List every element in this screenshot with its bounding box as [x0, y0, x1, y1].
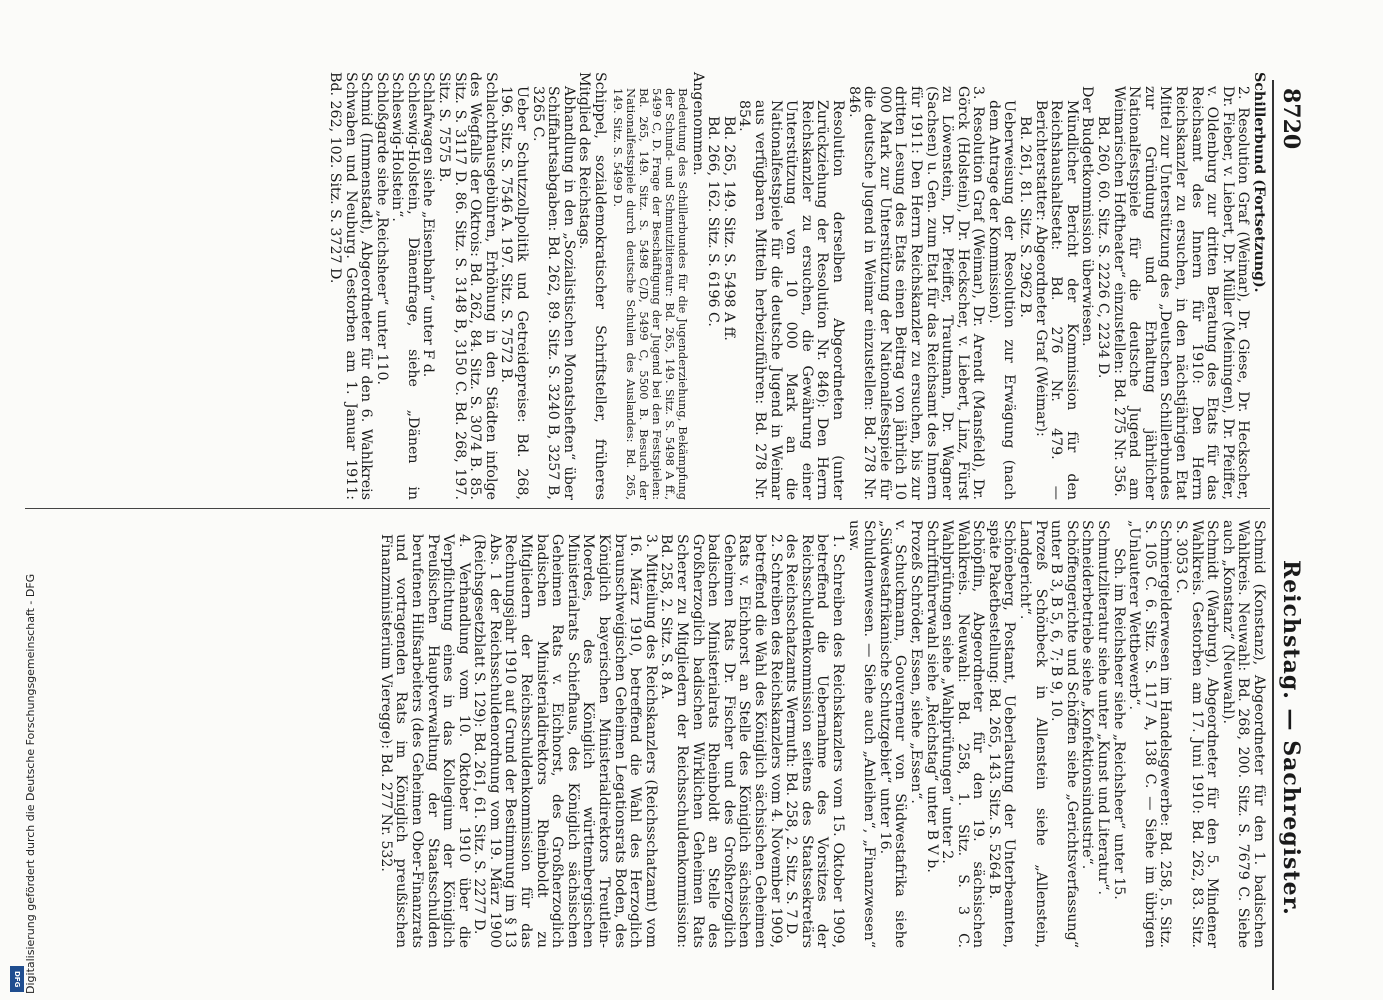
header-rule	[1272, 80, 1274, 990]
entry-text: Schriftführerwahl siehe „Reichstag“ unter B V b.	[923, 520, 940, 873]
entry-text: Schippel, sozialdemokratischer Schriftsteller, früheres Mitglied des Reichstags.	[576, 72, 609, 500]
entry-text: Schöneberg, Postamt, Ueberlastung der Unterbeamten, späte Paketbestellung: Bd. 265, 143. Sitz. S. 5264 B.	[985, 520, 1018, 948]
digitization-footer	[6, 0, 37, 1000]
left-column	[326, 72, 1266, 500]
right-column	[377, 520, 1266, 948]
entry-text: Angenommen.	[689, 72, 706, 176]
entry-text: 2. Schreiben des Reichskanzlers vom 4. November 1909, betreffend die Wahl des Königlich sächsischen Geheimen Rats v. Eichhorst an Stelle des Königlich sächsischen Geheimen Rats Dr. Fischer und des Großherzoglich badischen Ministerialrats Rheinboldt an Stelle des Großherzoglich badischen Wirklichen Geheimen Rats Scherer zu Mitgliedern der Reichsschuldenkommission: Bd. 258, 2. Sitz. S. 8 A.	[658, 534, 784, 948]
entry-text: Schmidt (Warburg), Abgeordneter für den 5. Mindener Wahlkreis. Gestorben am 17. Juni 1910: Bd. 262, 83. Sitz. S. 3053 C.	[1173, 520, 1221, 948]
entry-text: Schloßgarde siehe „Reichsheer“ unter 110.	[373, 72, 390, 385]
entry-text: Bd. 260, 60. Sitz. S. 2226 C, 2234 D.	[1095, 116, 1112, 379]
entry-text: 1. Schreiben des Reichskanzlers vom 15. Oktober 1909, betreffend die Uebernahme des Vorsitzes der Reichsschuldenkommission seitens des Staatssekretärs des Reichsschatzamts Wermuth: Bd. 258, 2. Sitz. S. 7 D.	[783, 534, 846, 948]
column-divider	[25, 508, 1270, 509]
entry-text: 3. Resolution Graf (Weimar), Dr. Arendt (Mansfeld), Dr. Görck (Holstein), Dr. Heckscher, v. Liebert, Linz, Fürst zu Löwenstein, Dr. Pfeiffer, Trautmann, Dr. Wagner (Sachsen) u. Gen. zum Etat für das Reichsamt des Innern für 1911: Den Herrn Reichskanzler zu ersuchen, bis zur dritten Lesung des Etats einen Beitrag von jährlich 10 000 Mark zur Unterstützung der Nationalfestspiele für die deutsche Jugend in Weimar einzustellen: Bd. 278 Nr. 846.	[845, 86, 987, 500]
entry-text: Schmid (Konstanz), Abgeordneter für den 1. badischen Wahlkreis. Neuwahl: Bd. 268, 200. Sitz. S. 7679 C. Siehe auch „Konstanz“ (Neuwahl).	[1219, 520, 1267, 948]
entry-text: Schneiderbetriebe siehe „Konfektionsindustrie“.	[1079, 520, 1096, 870]
entry-text: Resolution derselben Abgeordneten (unter Zurückziehung der Resolution Nr. 846): Den Herrn Reichskanzler zu ersuchen, die Gewährung einer Unterstützung von 10 000 Mark an die Nationalfestspiele für die deutsche Jugend in Weimar aus verfügbaren Mitteln herbeizuführen: Bd. 278 Nr. 854.	[736, 100, 846, 500]
entry-text: Abhandlung in den „Sozialistischen Monatsheften“ über Schiffahrtsabgaben: Bd. 262, 89. Sitz. S. 3240 B, 3257 B, 3265 C.	[529, 86, 577, 500]
entry-text: Schmid (Immenstadt), Abgeordneter für den 6. Wahlkreis Schwaben und Neuburg. Gestorben am 1. Januar 1911: Bd. 262, 102. Sitz. S. 3727 D.	[326, 72, 375, 500]
page-number: 8720	[1278, 88, 1304, 150]
entry-text: Ueber Schutzzollpolitik und Getreidepreise: Bd. 268, 196. Sitz. S. 7546 A. 197. Sitz. S. 7572 B.	[498, 86, 531, 500]
entry-text: Schleswig-Holstein, Dänenfrage, siehe „Dänen in Schleswig-Holstein“.	[389, 72, 421, 500]
running-title: Reichstag. — Sachregister.	[1278, 560, 1304, 916]
footer-text: Digitalisierung gefördert durch die Deutsche Forschungsgemeinschaft - DFG	[24, 573, 37, 994]
entry-text: Prozeß Schröder, Essen, siehe „Essen“.	[907, 520, 924, 804]
entry-text: 3. Mitteilung des Reichskanzlers (Reichsschatzamt) vom 16. März 1910, betreffend die Wahl des Herzoglich braunschweigischen Geheimen Legationsrats Boden, des Königlich bayerischen Ministerialdirektors Treutlein-Moerdes, des Königlich württembergischen Ministerialrats Schiefhaus, des Königlich sächsischen Geheimen Rats v. Eichhorst, des Großherzoglich badischen Ministerialdirektors Rheinboldt zu Mitgliedern der Reichsschuldenkommission für das Rechnungsjahr 1910 auf Grund der Bestimmung im § 13 Abs. 1 der Reichsschuldenordnung vom 19. März 1900 (Reichsgesetzblatt S. 129): Bd. 261, 61. Sitz. S. 2277 D.	[471, 534, 659, 948]
entry-text: Schöffengerichte und Schöffen siehe „Gerichtsverfassung“ unter B 3, B 5, 6, 7; B 9, 10.	[1048, 520, 1080, 948]
entry-text: Schlafwagen siehe „Eisenbahn“ unter F d.	[420, 72, 437, 378]
entry-text: 2. Resolution Graf (Weimar), Dr. Giese, Dr. Heckscher, Dr. Fieber, v. Liebert, Dr. Müller (Meiningen), Dr. Pfeiffer, v. Oldenburg zur dritten Beratung des Etats für das Reichsamt des Innern für 1910: Den Herrn Reichskanzler zu ersuchen, in den nächstjährigen Etat Mittel zur Unterstützung des „Deutschen Schillerbundes zur Gründung und Erhaltung jährlicher Nationalfestspiele für die deutsche Jugend am Weimarischen Hoftheater“ einzustellen: Bd. 275 Nr. 356.	[1110, 86, 1252, 500]
entry-text: Der Budgetkommission überwiesen.	[1079, 86, 1096, 347]
entry-text: Schöpflin, Abgeordneter für den 19. sächsischen Wahlkreis. Neuwahl: Bd. 258, 1. Sitz. S. 3 C. Wahlprüfungen siehe „Wahlprüfungen“ unter 2.	[939, 520, 987, 948]
entry-text: Bd. 265, 149. Sitz. S. 5498 A ff.	[720, 116, 737, 341]
entry-text: Bd. 261, 81. Sitz. S. 2962 B.	[1017, 116, 1034, 318]
entry-heading: Schillerbund (Fortsetzung).	[1251, 72, 1267, 293]
dfg-logo: DFG	[10, 966, 24, 992]
entry-text: v. Schuckmann, Gouverneur von Südwestafrika siehe „Südwestafrikanische Schutzgebiet“ unter 16.	[876, 520, 909, 948]
entry-text: Schmiergelderwesen im Handelsgewerbe: Bd. 258, 5. Sitz. S. 105 C. 6. Sitz. S. 117 A, 138 C. — Siehe im übrigen „Unlauterer Wettbewerb“.	[1126, 520, 1174, 948]
entry-text: Schmutzliteratur siehe unter „Kunst und Literatur“.	[1095, 520, 1112, 895]
entry-text: Schlachthausgebühren, Erhöhung in den Städten infolge des Wegfalls der Oktrois: Bd. 262, 84. Sitz. S. 3074 B. 85. Sitz. S. 3117 D. 86. Sitz. S. 3148 B, 3150 C. Bd. 268, 197. Sitz. S. 7575 B.	[436, 72, 499, 500]
entry-text: 4. Verhandlung vom 10. Oktober 1910 über die Verpflichtung eines in das Kollegium der Königlich Preußischen Hauptverwaltung der Staatsschulden berufenen Hilfsarbeiters (des Geheimen Ober-Finanzrats und vortragenden Rats im Königlich preußischen Finanzministerium Vieregge): Bd. 277 Nr. 532.	[377, 534, 472, 948]
entry-text: Mündlicher Bericht der Kommission für den Reichshaushaltsetat: Bd. 276 Nr. 479. — Berichterstatter: Abgeordneter Graf (Weimar):	[1032, 100, 1080, 500]
entry-text: Ueberweisung der Resolution zur Erwägung (nach dem Antrage der Kommission).	[985, 100, 1018, 500]
entry-heading: Schuldenwesen. — Siehe auch „Anleihen“, „Finanzwesen“ usw.	[845, 520, 878, 948]
entry-text: Sch. im Reichsheer siehe „Reichsheer“ unter 15.	[1110, 548, 1127, 900]
entry-text: Bd. 266, 162. Sitz. S. 6196 C.	[705, 116, 722, 327]
entry-text: Prozeß Schönbeck in Allenstein siehe „Allenstein, Landgericht“.	[1017, 520, 1049, 948]
entry-note: Bedeutung des Schillerbundes für die Jugenderziehung, Bekämpfung der Schund- und Schmutzliteratur: Bd. 265, 149. Sitz. S. 5498 A ff., 5499 C, D. Frage der Beschäftigung der Jugend bei den Festspielen: Bd. 265, 149. Sitz. S. 5498 C/D, 5499 C, 5500 B. Besuch der Nationalfestspiele durch deutsche Schulen des Auslandes: Bd. 265, 149. Sitz. S. 5499 D.	[611, 88, 691, 500]
